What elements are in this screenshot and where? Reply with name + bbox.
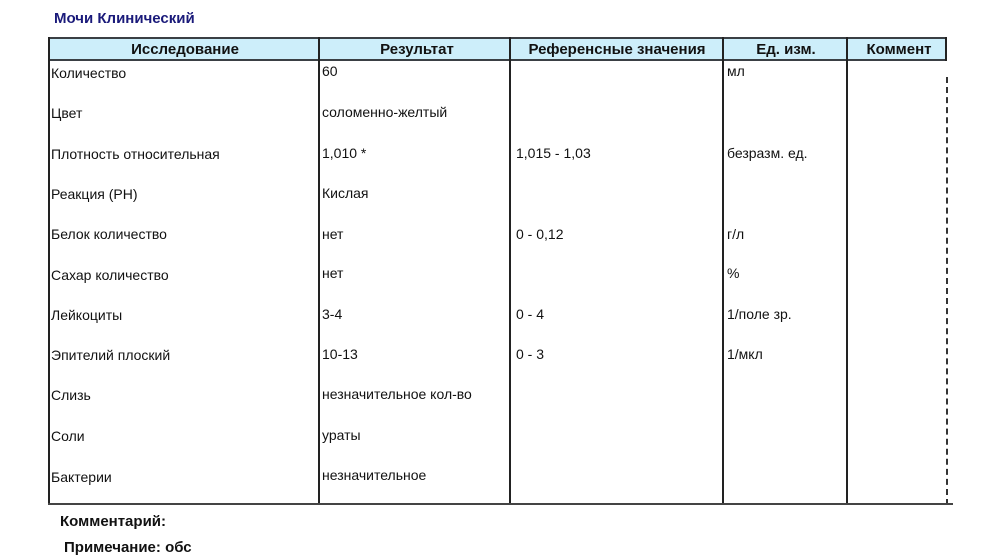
cell-result: нет [322,226,344,242]
cell-unit: мл [727,63,745,79]
header-test: Исследование [131,41,239,58]
header-result: Результат [380,41,454,58]
cell-test: Соли [51,428,85,444]
header-unit: Ед. изм. [756,41,816,58]
cell-result: 1,010 * [322,145,367,161]
cell-test: Количество [51,65,127,81]
table-bottom-border [48,503,953,505]
cell-result: Кислая [322,185,369,201]
cell-test: Эпителий плоский [51,347,171,363]
grid-line-dashed [946,77,948,505]
grid-line [945,37,947,61]
cell-result: соломенно-желтый [322,104,448,120]
cell-test: Белок количество [51,226,167,242]
cell-test: Слизь [51,387,91,403]
header-comment: Коммент [866,41,932,58]
cell-unit: 1/мкл [727,346,763,362]
cell-reference: 0 - 0,12 [516,226,564,242]
header-reference: Референсные значения [528,41,706,58]
cell-result: нет [322,265,344,281]
cell-test: Бактерии [51,469,112,485]
cell-test: Цвет [51,105,83,121]
cell-result: незначительное кол-во [322,386,472,402]
grid-line [318,37,320,505]
grid-line [722,37,724,505]
cell-result: 3-4 [322,306,343,322]
cell-result: незначительное [322,467,427,483]
cell-unit: г/л [727,226,745,242]
grid-line [48,37,50,505]
cell-test: Реакция (PH) [51,186,138,202]
cell-reference: 1,015 - 1,03 [516,145,591,161]
cell-test: Плотность относительная [51,146,220,162]
grid-line [509,37,511,505]
cell-unit: безразм. ед. [727,145,808,161]
cell-unit: % [727,265,740,281]
section-title: Мочи Клинический [54,10,195,27]
cell-unit: 1/поле зр. [727,306,792,322]
cell-result: 60 [322,63,338,79]
table-header [48,37,947,61]
cell-result: 10-13 [322,346,358,362]
cell-reference: 0 - 4 [516,306,545,322]
cell-test: Сахар количество [51,267,169,283]
grid-line [846,37,848,505]
note-label: Примечание: обс [64,539,192,556]
cell-reference: 0 - 3 [516,346,545,362]
cell-result: ураты [322,427,361,443]
cell-test: Лейкоциты [51,307,123,323]
comment-label: Комментарий: [60,513,167,530]
